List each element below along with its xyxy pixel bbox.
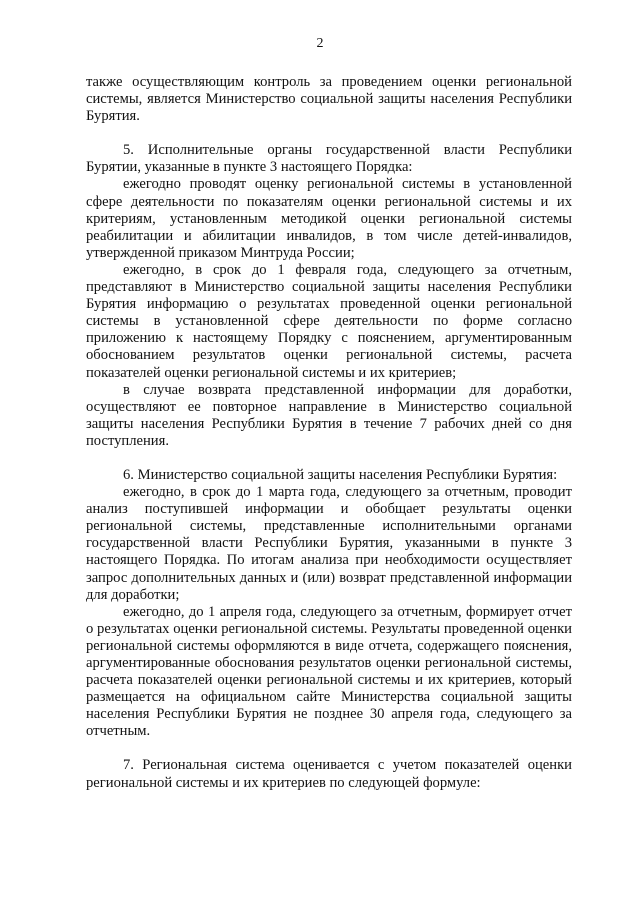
paragraph-item-7: 7. Региональная система оценивается с учетом показателей оценки региональной системы и их критериев по следующей формуле:: [86, 757, 572, 791]
paragraph-item-6: 6. Министерство социальной защиты населения Республики Бурятия:: [123, 466, 558, 483]
page-number: 2: [316, 36, 324, 51]
paragraph-gap: [86, 450, 572, 467]
paragraph-5-1: ежегодно проводят оценку региональной системы в установленной сфере деятельности по показателям оценки региональной системы и их критериям, установленным методикой оценки региональной системы реабилитации и абилитации инвалидов, в том числе детей-инвалидов, утвержденной приказом Минтруда России;: [86, 176, 572, 261]
document-body: [86, 74, 572, 792]
paragraph-5-2: ежегодно, в срок до 1 февраля года, следующего за отчетным, представляют в Министерство социальной защиты населения Республики Бурятия информацию о результатах проведенной оценки региональной системы в установленной сфере деятельности по форме согласно приложению к настоящему Порядку с пояснением, аргументированным обоснованием результатов оценки региональной системы, расчета показателей оценки региональной системы и их критериев;: [86, 261, 572, 381]
paragraph-gap: [86, 125, 572, 142]
paragraph-gap: [86, 740, 572, 757]
paragraph-5-3: в случае возврата представленной информации для доработки, осуществляют ее повторное направление в Министерство социальной защиты населения Республики Бурятия в течение 7 рабочих дней со дня поступления.: [86, 381, 572, 449]
paragraph-6-1: ежегодно, в срок до 1 марта года, следующего за отчетным, проводит анализ поступившей информации и обобщает результаты оценки региональной системы, представленные исполнительными органами государственной власти Республики Бурятия, указанными в пункте 3 настоящего Порядка. По итогам анализа при необходимости осуществляет запрос дополнительных данных и (или) возврат представленной информации для доработки;: [86, 484, 572, 603]
paragraph-item-5: 5. Исполнительные органы государственной власти Республики Бурятии, указанные в пункте 3 настоящего Порядка:: [86, 142, 572, 176]
paragraph-continuation: также осуществляющим контроль за проведением оценки региональной системы, является Министерство социальной защиты населения Республики Бурятия.: [86, 74, 572, 125]
paragraph-6-2: ежегодно, до 1 апреля года, следующего за отчетным, формирует отчет о результатах оценки региональной системы. Результаты проведенной оценки региональной системы оформляются в виде отчета, содержащего пояснения, аргументированные обоснования результатов оценки региональной системы, расчета показателей оценки региональной системы и их критериев, который размещается на официальном сайте Министерства социальной защиты населения Республики Бурятия не позднее 30 апреля года, следующего за отчетным.: [86, 603, 572, 740]
